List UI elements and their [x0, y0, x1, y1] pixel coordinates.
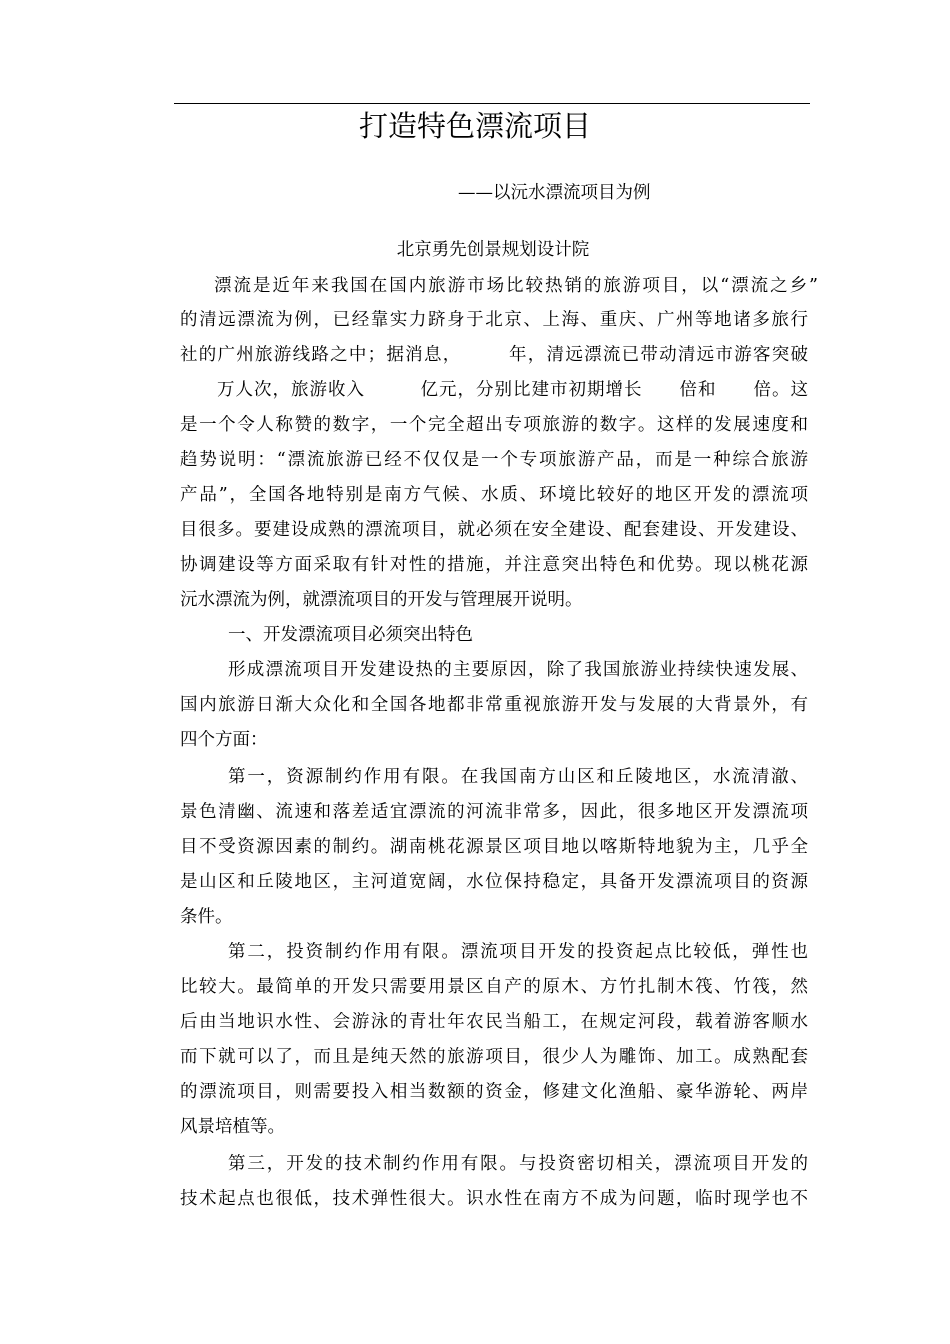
paragraph-line: 趋势说明：“漂流旅游已经不仅仅是一个专项旅游产品，而是一种综合旅游	[180, 450, 808, 470]
paragraph-line: 形成漂流项目开发建设热的主要原因，除了我国旅游业持续快速发展、	[228, 660, 808, 680]
document-title: 打造特色漂流项目	[358, 109, 591, 143]
paragraph-line: 的清远漂流为例，已经靠实力跻身于北京、上海、重庆、广州等地诸多旅行	[180, 310, 808, 330]
paragraph-line: 第一，资源制约作用有限。在我国南方山区和丘陵地区，水流清澈、	[228, 767, 808, 787]
paragraph-line: 是山区和丘陵地区，主河道宽阔，水位保持稳定，具备开发漂流项目的资源	[180, 872, 808, 892]
paragraph-line: 四个方面：	[180, 730, 268, 750]
paragraph-line: 技术起点也很低，技术弹性很大。识水性在南方不成为问题，临时现学也不	[180, 1189, 808, 1209]
paragraph-line: 目不受资源因素的制约。湖南桃花源景区项目地以喀斯特地貌为主，几乎全	[180, 837, 808, 857]
paragraph-line: 漂流是近年来我国在国内旅游市场比较热销的旅游项目，以“漂流之乡”	[214, 276, 818, 296]
paragraph-line: 的漂流项目，则需要投入相当数额的资金，修建文化渔船、豪华游轮、两岸	[180, 1082, 808, 1102]
paragraph-line: 后由当地识水性、会游泳的青壮年农民当船工，在规定河段，载着游客顺水	[180, 1012, 808, 1032]
paragraph-line: 是一个令人称赞的数字，一个完全超出专项旅游的数字。这样的发展速度和	[180, 415, 808, 435]
header-rule	[174, 103, 810, 104]
paragraph-line: 景色清幽、流速和落差适宜漂流的河流非常多，因此，很多地区开发漂流项	[180, 802, 808, 822]
paragraph-line: 条件。	[180, 907, 233, 927]
paragraph-line: 沅水漂流为例，就漂流项目的开发与管理展开说明。	[180, 590, 583, 610]
paragraph-line: 产品”，全国各地特别是南方气候、水质、环境比较好的地区开发的漂流项	[180, 485, 808, 505]
paragraph-line: 协调建设等方面采取有针对性的措施，并注意突出特色和优势。现以桃花源	[180, 555, 808, 575]
paragraph-line: 社的广州旅游线路之中；据消息， 年，清远漂流已带动清远市游客突破	[180, 345, 808, 365]
paragraph-line: 目很多。要建设成熟的漂流项目，就必须在安全建设、配套建设、开发建设、	[180, 520, 808, 540]
paragraph-line: 第二，投资制约作用有限。漂流项目开发的投资起点比较低，弹性也	[228, 942, 808, 962]
author-organization: 北京勇先创景规划设计院	[396, 240, 590, 260]
section-heading: 一、开发漂流项目必须突出特色	[228, 625, 473, 645]
paragraph-line: 万人次，旅游收入 亿元，分别比建市初期增长 倍和 倍。这	[180, 380, 808, 400]
document-subtitle: ——以沅水漂流项目为例	[458, 183, 651, 203]
paragraph-line: 第三，开发的技术制约作用有限。与投资密切相关，漂流项目开发的	[228, 1154, 808, 1174]
paragraph-line: 国内旅游日渐大众化和全国各地都非常重视旅游开发与发展的大背景外，有	[180, 695, 808, 715]
paragraph-line: 风景培植等。	[180, 1117, 285, 1137]
paragraph-line: 比较大。最简单的开发只需要用景区自产的原木、方竹扎制木筏、竹筏，然	[180, 977, 808, 997]
paragraph-line: 而下就可以了，而且是纯天然的旅游项目，很少人为雕饰、加工。成熟配套	[180, 1047, 808, 1067]
